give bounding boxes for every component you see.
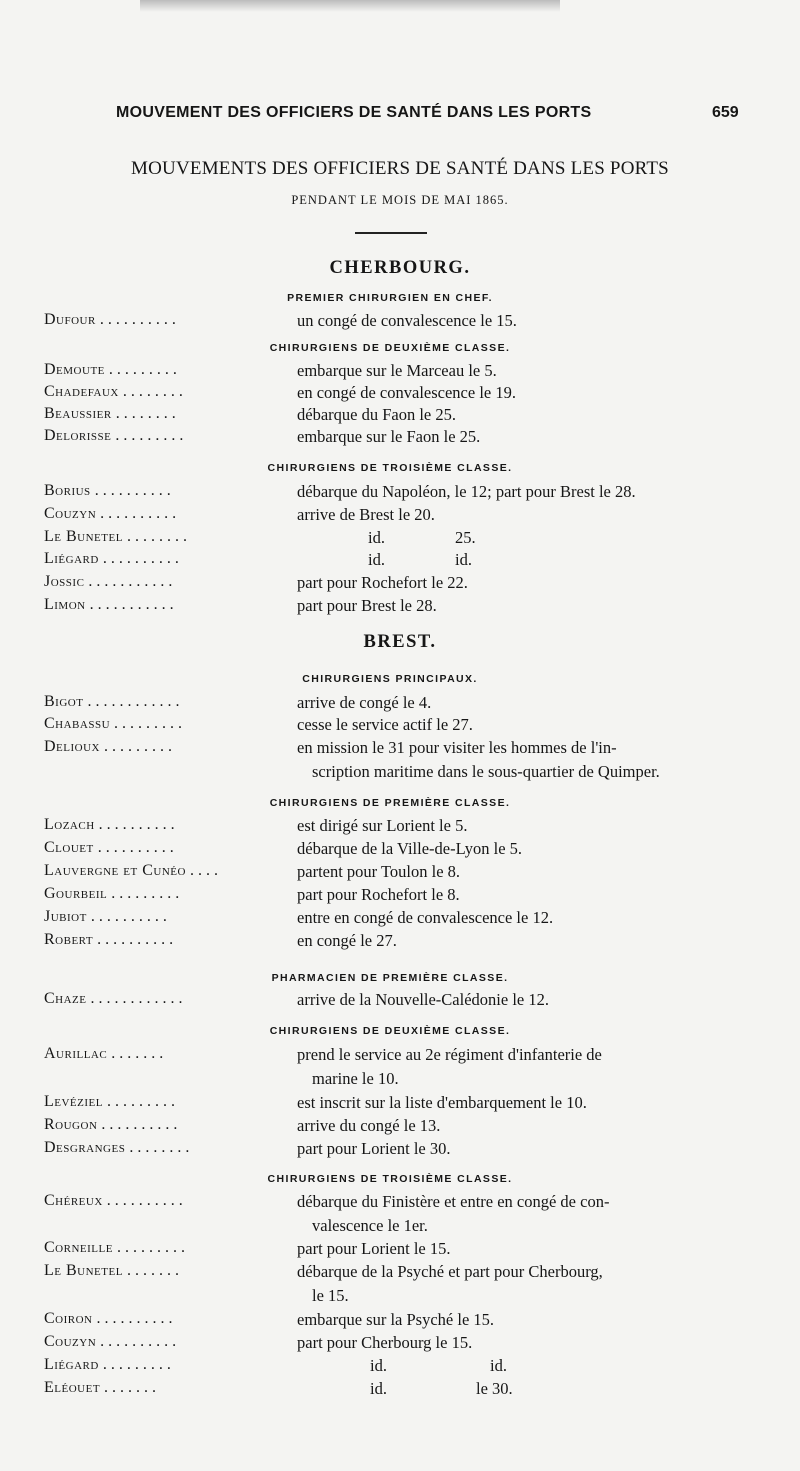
list-item <box>0 738 800 781</box>
list-item <box>0 931 800 957</box>
section-heading: CHIRURGIENS DE TROISIÈME CLASSE. <box>267 1173 513 1185</box>
entry-detail: embarque sur le Faon le 25. <box>297 427 481 446</box>
entry-detail: prend le service au 2e régiment d'infanterie de <box>297 1045 602 1064</box>
ditto-mark: id. <box>490 1356 507 1375</box>
entry-detail: est dirigé sur Lorient le 5. <box>297 816 468 835</box>
entry-detail: partent pour Toulon le 8. <box>297 862 461 881</box>
list-item <box>0 990 800 1016</box>
list-item <box>0 596 800 622</box>
list-item <box>0 1379 800 1405</box>
port-heading-brest: BREST. <box>363 632 437 652</box>
entry-detail-continued: le 15. <box>312 1286 349 1305</box>
officer-name: Gourbeil . . . . . . . . . <box>44 885 180 902</box>
officer-name: Couzyn . . . . . . . . . . <box>44 505 177 522</box>
entry-detail: en congé de convalescence le 19. <box>297 383 516 402</box>
entry-detail-continued: scription maritime dans le sous-quartier de Quimper. <box>312 762 660 781</box>
entry-detail: part pour Rochefort le 22. <box>297 573 468 592</box>
officer-name: Dufour . . . . . . . . . . <box>44 311 176 328</box>
officer-name: Delorisse . . . . . . . . . <box>44 427 184 444</box>
officer-name: Coiron . . . . . . . . . . <box>44 1310 173 1327</box>
entry-detail: part pour Lorient le 30. <box>297 1139 451 1158</box>
port-heading-cherbourg: CHERBOURG. <box>329 258 471 278</box>
officer-name: Jossic . . . . . . . . . . . <box>44 573 173 590</box>
entry-detail: en congé le 27. <box>297 931 397 950</box>
entry-day: le 30. <box>476 1379 513 1398</box>
entry-detail: débarque du Faon le 25. <box>297 405 456 424</box>
entry-day: 25. <box>455 528 476 547</box>
section-heading: PHARMACIEN DE PREMIÈRE CLASSE. <box>271 972 509 984</box>
section-heading: CHIRURGIENS DE PREMIÈRE CLASSE. <box>269 797 511 809</box>
ditto-mark: id. <box>370 1379 387 1398</box>
officer-name: Couzyn . . . . . . . . . . <box>44 1333 177 1350</box>
running-head: MOUVEMENT DES OFFICIERS DE SANTÉ DANS LES PORTS <box>116 104 592 121</box>
page-title: MOUVEMENTS DES OFFICIERS DE SANTÉ DANS LES PORTS <box>131 158 669 179</box>
page-subtitle: PENDANT LE MOIS DE MAI 1865. <box>291 193 509 207</box>
officer-name: Rougon . . . . . . . . . . <box>44 1116 178 1133</box>
officer-name: Robert . . . . . . . . . . <box>44 931 174 948</box>
officer-name: Lauvergne et Cunéo . . . . <box>44 862 218 879</box>
officer-name: Aurillac . . . . . . . <box>44 1045 164 1062</box>
entry-detail: part pour Lorient le 15. <box>297 1239 451 1258</box>
officer-name: Beaussier . . . . . . . . <box>44 405 176 422</box>
list-item <box>0 1139 800 1165</box>
officer-name: Le Bunetel . . . . . . . <box>44 1262 179 1279</box>
scan-edge-shadow <box>140 0 560 12</box>
entry-detail-continued: valescence le 1er. <box>312 1216 428 1235</box>
entry-detail: entre en congé de convalescence le 12. <box>297 908 554 927</box>
officer-name: Levéziel . . . . . . . . . <box>44 1093 175 1110</box>
officer-name: Liégard . . . . . . . . . <box>44 1356 171 1373</box>
section-heading: CHIRURGIENS PRINCIPAUX. <box>302 673 478 685</box>
entry-detail: part pour Brest le 28. <box>297 596 437 615</box>
entry-detail-continued: marine le 10. <box>312 1069 399 1088</box>
officer-name: Chéreux . . . . . . . . . . <box>44 1192 183 1209</box>
entry-detail: arrive du congé le 13. <box>297 1116 441 1135</box>
entry-detail: arrive de Brest le 20. <box>297 505 435 524</box>
entry-detail: débarque de la Ville-de-Lyon le 5. <box>297 839 523 858</box>
officer-name: Chadefaux . . . . . . . . <box>44 383 183 400</box>
section-heading: CHIRURGIENS DE DEUXIÈME CLASSE. <box>269 1025 511 1037</box>
officer-name: Jubiot . . . . . . . . . . <box>44 908 167 925</box>
officer-name: Desgranges . . . . . . . . <box>44 1139 190 1156</box>
entry-detail: débarque du Napoléon, le 12; part pour Brest le 28. <box>297 482 636 501</box>
officer-name: Le Bunetel . . . . . . . . <box>44 528 187 545</box>
officer-name: Lozach . . . . . . . . . . <box>44 816 175 833</box>
officer-name: Eléouet . . . . . . . <box>44 1379 157 1396</box>
section-heading: CHIRURGIENS DE DEUXIÈME CLASSE. <box>269 342 511 354</box>
list-item <box>0 427 800 453</box>
entry-detail: part pour Rochefort le 8. <box>297 885 460 904</box>
officer-name: Liégard . . . . . . . . . . <box>44 550 179 567</box>
ditto-mark: id. <box>368 528 385 547</box>
list-item <box>0 1262 800 1305</box>
entry-detail: embarque sur la Psyché le 15. <box>297 1310 495 1329</box>
officer-name: Bigot . . . . . . . . . . . . <box>44 693 180 710</box>
entry-detail: cesse le service actif le 27. <box>297 715 473 734</box>
section-heading: CHIRURGIENS DE TROISIÈME CLASSE. <box>267 462 513 474</box>
list-item <box>0 1192 800 1235</box>
entry-detail: un congé de convalescence le 15. <box>297 311 517 330</box>
entry-detail: débarque de la Psyché et part pour Cherbourg, <box>297 1262 603 1281</box>
entry-detail: arrive de la Nouvelle-Calédonie le 12. <box>297 990 549 1009</box>
officer-name: Delioux . . . . . . . . . <box>44 738 172 755</box>
entry-detail: part pour Cherbourg le 15. <box>297 1333 473 1352</box>
page-number: 659 <box>712 104 739 121</box>
officer-name: Clouet . . . . . . . . . . <box>44 839 174 856</box>
officer-name: Borius . . . . . . . . . . <box>44 482 171 499</box>
entry-detail: embarque sur le Marceau le 5. <box>297 361 497 380</box>
officer-name: Demoute . . . . . . . . . <box>44 361 177 378</box>
section-heading: PREMIER CHIRURGIEN EN CHEF. <box>287 292 493 304</box>
ditto-mark: id. <box>455 550 472 569</box>
officer-name: Corneille . . . . . . . . . <box>44 1239 185 1256</box>
officer-name: Chabassu . . . . . . . . . <box>44 715 183 732</box>
entry-detail: est inscrit sur la liste d'embarquement le 10. <box>297 1093 587 1112</box>
ditto-mark: id. <box>370 1356 387 1375</box>
entry-detail: arrive de congé le 4. <box>297 693 432 712</box>
list-item <box>0 1045 800 1088</box>
entry-detail: débarque du Finistère et entre en congé de con- <box>297 1192 610 1211</box>
title-rule <box>355 232 427 234</box>
ditto-mark: id. <box>368 550 385 569</box>
list-item <box>0 311 800 337</box>
officer-name: Limon . . . . . . . . . . . <box>44 596 174 613</box>
entry-detail: en mission le 31 pour visiter les hommes de l'in- <box>297 738 617 757</box>
officer-name: Chaze . . . . . . . . . . . . <box>44 990 183 1007</box>
